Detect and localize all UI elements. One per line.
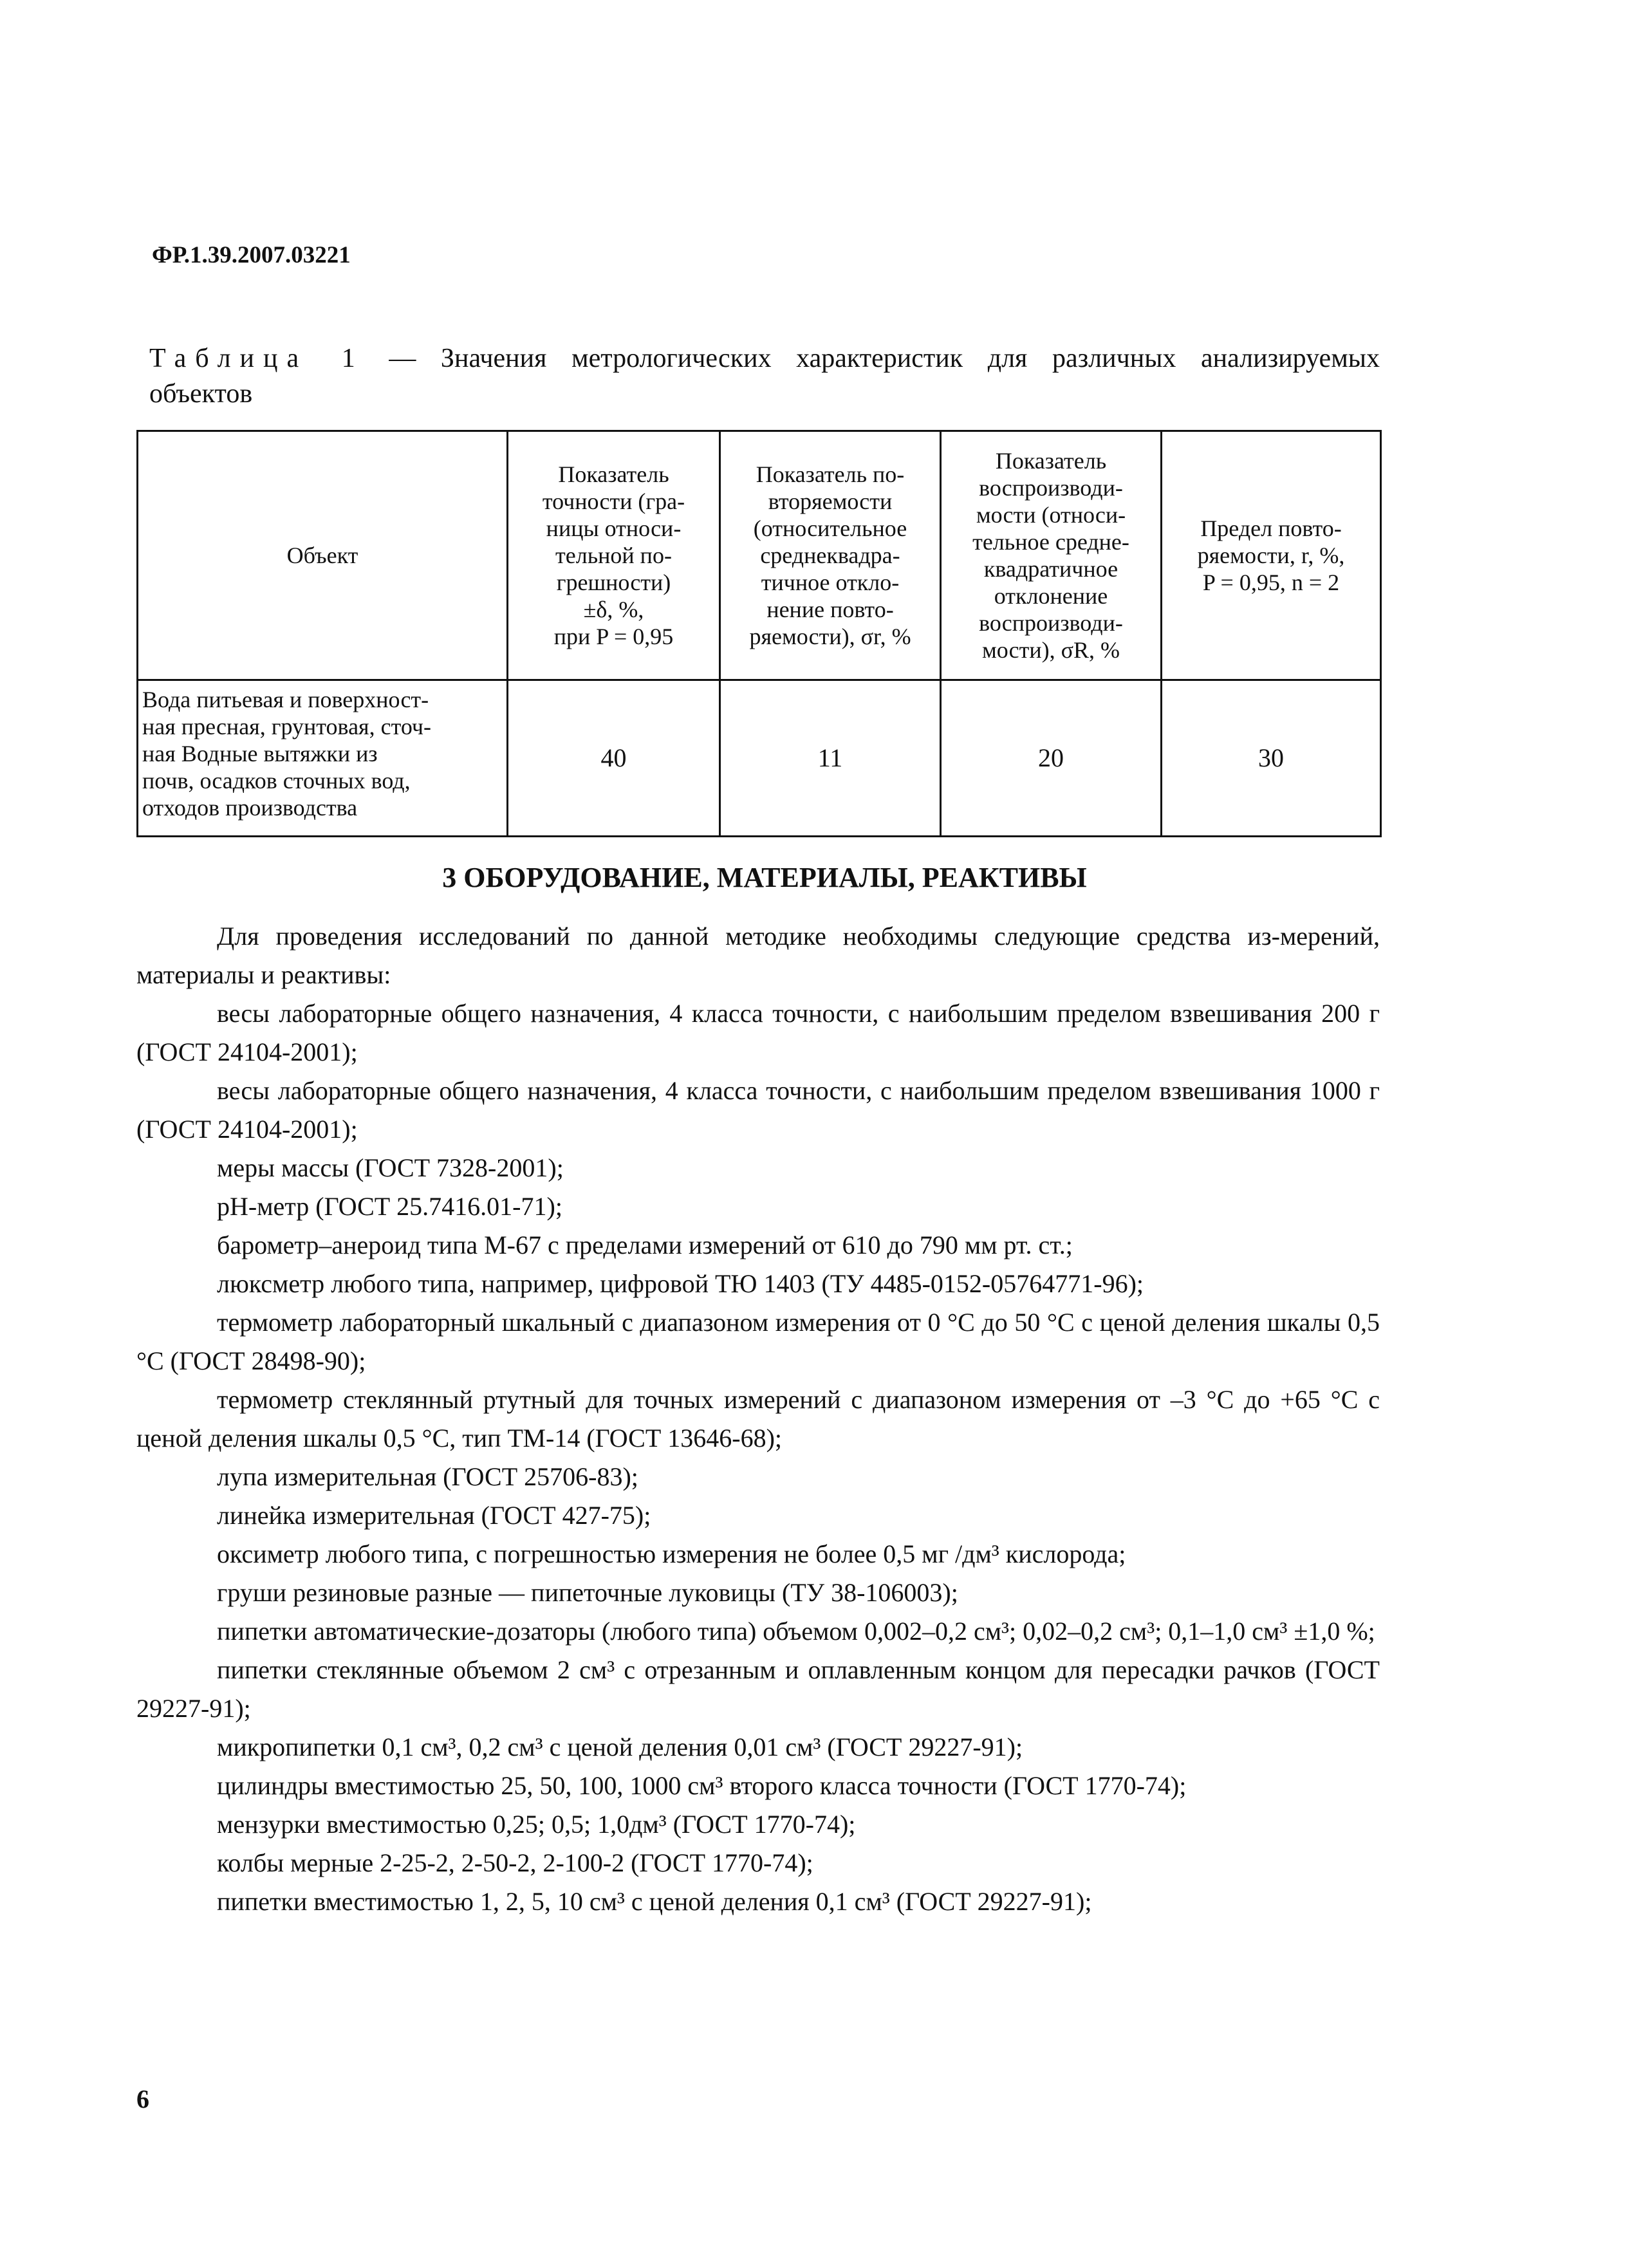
object-line: ная Водные вытяжки из bbox=[142, 741, 378, 766]
table-row bbox=[138, 680, 1381, 837]
header-line: тельное средне- bbox=[972, 529, 1129, 555]
header-line: воспроизводи- bbox=[979, 475, 1123, 501]
cell-repeatability: 11 bbox=[720, 680, 941, 837]
header-line: при P = 0,95 bbox=[553, 624, 674, 649]
header-line: вторяемости bbox=[768, 488, 893, 514]
object-line: почв, осадков сточных вод, bbox=[142, 768, 411, 794]
table-caption-lead: Таблица 1 bbox=[149, 344, 364, 373]
table-header-row bbox=[138, 431, 1381, 680]
header-line: тельной по- bbox=[555, 543, 672, 568]
equipment-paragraph: меры массы (ГОСТ 7328-2001); bbox=[217, 1153, 564, 1182]
header-line: Показатель bbox=[995, 448, 1107, 474]
metrology-table bbox=[136, 430, 1382, 837]
equipment-paragraph: колбы мерные 2-25-2, 2-50-2, 2-100-2 (ГОСТ 1770-74); bbox=[217, 1848, 813, 1877]
header-line: (относительное bbox=[753, 515, 907, 541]
object-line: отходов производства bbox=[142, 795, 358, 821]
equipment-paragraph: термометр лабораторный шкальный с диапазоном измерения от 0 °С до 50 °С с ценой деления шкалы 0,5 °С (ГОСТ 28498-90); bbox=[136, 1308, 1380, 1375]
equipment-paragraph: груши резиновые разные — пипеточные луковицы (ТУ 38-106003); bbox=[217, 1578, 958, 1607]
page-number: 6 bbox=[136, 2085, 149, 2113]
equipment-list bbox=[136, 917, 1380, 1921]
equipment-paragraph: люксметр любого типа, например, цифровой ТЮ 1403 (ТУ 4485-0152-05764771-96); bbox=[217, 1269, 1144, 1298]
header-line: отклонение bbox=[994, 583, 1108, 609]
equipment-paragraph: Для проведения исследований по данной методике необходимы следующие средства из-мерений, материалы и реактивы: bbox=[136, 922, 1380, 989]
table-caption bbox=[149, 341, 1380, 412]
header-line: Объект bbox=[286, 543, 358, 568]
cell-reproducibility: 20 bbox=[941, 680, 1162, 837]
header-line: Предел повто- bbox=[1200, 515, 1342, 541]
equipment-paragraph: микропипетки 0,1 см³, 0,2 см³ с ценой деления 0,01 см³ (ГОСТ 29227-91); bbox=[217, 1732, 1023, 1761]
equipment-paragraph: пипетки стеклянные объемом 2 см³ с отрезанным и оплавленным концом для пересадки рачков (ГОСТ 29227-91); bbox=[136, 1655, 1380, 1723]
equipment-paragraph: пипетки автоматические-дозаторы (любого типа) объемом 0,002–0,2 см³; 0,02–0,2 см³; 0,1–1,0 см³ ±1,0 %; bbox=[217, 1617, 1375, 1646]
equipment-paragraph: термометр стеклянный ртутный для точных измерений с диапазоном измерения от –3 °С до +65 °С с ценой деления шкалы 0,5 °С, тип ТМ-14 (ГОСТ 13646-68); bbox=[136, 1385, 1380, 1453]
header-line: ницы относи- bbox=[546, 515, 682, 541]
header-line: Показатель по- bbox=[756, 461, 905, 487]
header-line: нение повто- bbox=[766, 597, 894, 622]
table-caption-line1: — Значения метрологических характеристик для различных анализируемых bbox=[364, 344, 1380, 373]
object-line: Вода питьевая и поверхност- bbox=[142, 687, 429, 712]
header-line: мости (относи- bbox=[976, 502, 1126, 528]
header-line: тичное откло- bbox=[761, 570, 900, 595]
cell-repeat-limit: 30 bbox=[1162, 680, 1381, 837]
object-line: ная пресная, грунтовая, сточ- bbox=[142, 714, 431, 739]
col-header-repeat-limit bbox=[1162, 431, 1381, 680]
header-line: грешности) bbox=[556, 570, 671, 595]
header-line: квадратичное bbox=[983, 556, 1118, 582]
header-line: ±δ, %, bbox=[583, 597, 644, 622]
header-line: точности (гра- bbox=[542, 488, 685, 514]
equipment-paragraph: весы лабораторные общего назначения, 4 класса точности, с наибольшим пределом взвешивания 200 г (ГОСТ 24104-2001); bbox=[136, 999, 1380, 1066]
equipment-paragraph: мензурки вместимостью 0,25; 0,5; 1,0дм³ (ГОСТ 1770-74); bbox=[217, 1810, 856, 1839]
equipment-paragraph: лупа измерительная (ГОСТ 25706-83); bbox=[217, 1462, 638, 1491]
col-header-object bbox=[138, 431, 508, 680]
header-line: среднеквадра- bbox=[760, 543, 900, 568]
equipment-paragraph: цилиндры вместимостью 25, 50, 100, 1000 см³ второго класса точности (ГОСТ 1770-74); bbox=[217, 1771, 1187, 1800]
equipment-paragraph: пипетки вместимостью 1, 2, 5, 10 см³ с ценой деления 0,1 см³ (ГОСТ 29227-91); bbox=[217, 1887, 1092, 1916]
equipment-paragraph: весы лабораторные общего назначения, 4 класса точности, с наибольшим пределом взвешивания 1000 г (ГОСТ 24104-2001); bbox=[136, 1076, 1380, 1144]
equipment-paragraph: оксиметр любого типа, с погрешностью измерения не более 0,5 мг /дм³ кислорода; bbox=[217, 1539, 1126, 1568]
header-line: воспроизводи- bbox=[979, 610, 1123, 636]
document-id: ФР.1.39.2007.03221 bbox=[152, 242, 351, 268]
header-line: мости), σR, % bbox=[981, 637, 1120, 663]
equipment-paragraph: линейка измерительная (ГОСТ 427-75); bbox=[217, 1501, 651, 1530]
cell-object bbox=[138, 680, 508, 837]
equipment-paragraph: барометр–анероид типа М-67 с пределами измерений от 610 до 790 мм рт. ст.; bbox=[217, 1231, 1073, 1259]
header-line: P = 0,95, n = 2 bbox=[1202, 570, 1340, 595]
table-caption-line2: объектов bbox=[149, 379, 253, 409]
cell-accuracy: 40 bbox=[508, 680, 720, 837]
equipment-paragraph: рН-метр (ГОСТ 25.7416.01-71); bbox=[217, 1192, 562, 1221]
col-header-reproducibility bbox=[941, 431, 1162, 680]
header-line: Показатель bbox=[558, 461, 669, 487]
col-header-accuracy bbox=[508, 431, 720, 680]
col-header-repeatability bbox=[720, 431, 941, 680]
header-line: ряемости, r, %, bbox=[1197, 543, 1345, 568]
header-line: ряемости), σr, % bbox=[749, 624, 911, 649]
section-heading: 3 ОБОРУДОВАНИЕ, МАТЕРИАЛЫ, РЕАКТИВЫ bbox=[442, 862, 1087, 893]
